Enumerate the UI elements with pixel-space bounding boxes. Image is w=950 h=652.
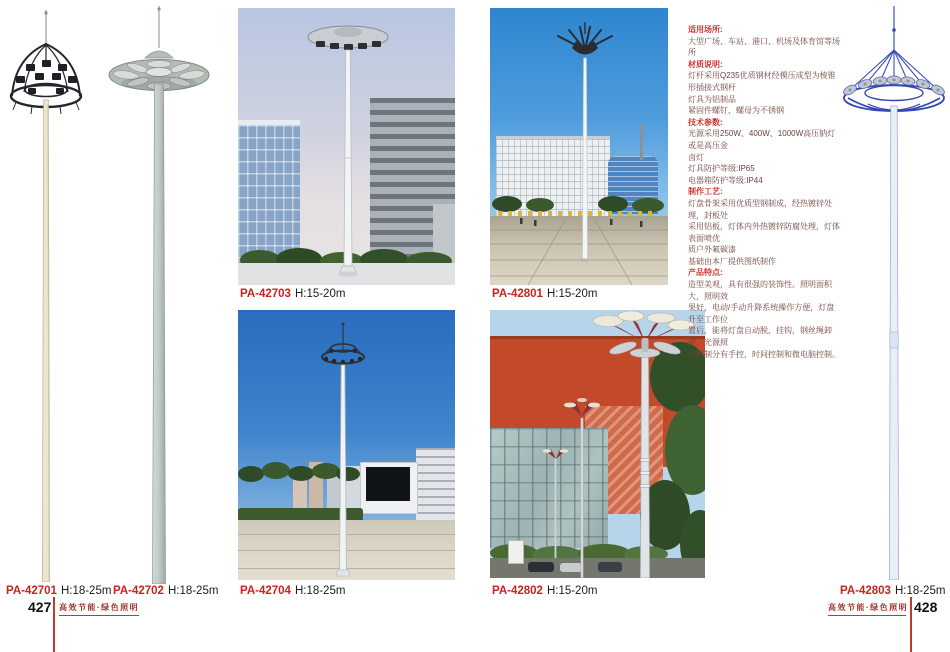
height-spec: H:18-25m — [894, 585, 946, 597]
product-label-pa42802 — [492, 585, 597, 598]
photo-pa42801 — [490, 8, 668, 285]
height-spec: H:15-20m — [546, 288, 598, 300]
info-line: 紧固件螺钉、螺母为不锈钢 — [688, 106, 784, 116]
info-line: 质户外氟碳漆 — [688, 245, 736, 255]
highmast-pole-disc — [238, 8, 455, 285]
highmast-pole-crown — [490, 8, 668, 285]
product-label-pa42701 — [6, 585, 111, 598]
pole-drawing-pa42803 — [838, 2, 950, 580]
info-line: 卤灯 — [688, 152, 704, 162]
photo-pa42802 — [490, 310, 705, 578]
info-panel — [688, 24, 840, 360]
info-line: 灯具为铝制品 — [688, 94, 736, 104]
product-label-pa42801 — [492, 288, 597, 301]
height-spec: H:15-20m — [294, 288, 346, 300]
model-number: PA-42704 — [240, 585, 291, 597]
product-label-pa42704 — [240, 585, 345, 598]
info-line: 灯盘骨架采用优质型钢制成，经热镀锌处理，封板处 — [688, 198, 832, 220]
highmast-pole-cage — [238, 310, 455, 580]
model-number: PA-42703 — [240, 288, 291, 300]
model-number: PA-42801 — [492, 288, 543, 300]
pole-drawing-pa42701 — [2, 4, 90, 582]
info-line: 果好，电动/手动升降系统操作方便，灯盘升至工作位 — [688, 303, 835, 324]
info-section-heading: 制作工艺: — [688, 187, 723, 197]
trumpet-lamp-poles — [490, 310, 705, 578]
pole-drawing-pa42702 — [104, 2, 214, 584]
info-line: 灯杆采用Q235优质钢材经模压成型为棱锥形插接式钢杆 — [688, 71, 836, 92]
product-label-pa42702 — [113, 585, 218, 598]
product-label-pa42703 — [240, 288, 345, 301]
model-number: PA-42803 — [840, 585, 891, 597]
product-label-pa42803 — [840, 585, 945, 598]
page-number-left: 427 — [28, 599, 52, 615]
height-spec: H:18-25m — [167, 585, 219, 597]
footer-slogan-right: 高效节能·绿色照明 — [828, 602, 906, 616]
height-spec: H:18-25m — [60, 585, 112, 597]
info-line: 置后，能将灯盘自动脱、挂钩，钢丝绳卸荷，光源照 — [688, 326, 832, 348]
page-number-right: 428 — [914, 599, 938, 615]
footer-divider-left — [53, 597, 55, 652]
info-section-heading: 适用场所: — [688, 25, 723, 34]
info-line: 基础由本厂提供图纸制作 — [688, 256, 776, 266]
info-line: 大型广场、车站、港口、机场及体育馆等场所 — [688, 36, 840, 58]
footer-divider-right — [910, 597, 912, 652]
info-line: 造型美观，具有很强的装饰性。照明面积大，照明效 — [688, 280, 832, 301]
photo-pa42704 — [238, 310, 455, 580]
info-line: 明控制分有手控，时间控制和微电脑控制。 — [688, 349, 840, 359]
footer-slogan-left: 高效节能·绿色照明 — [59, 602, 139, 616]
photo-pa42703 — [238, 8, 455, 285]
info-section-heading: 技术参数: — [688, 117, 723, 127]
info-line: 光源采用250W、400W、1000W高压钠灯或是高压金 — [688, 129, 836, 150]
info-section-heading: 产品特点: — [688, 268, 723, 278]
model-number: PA-42802 — [492, 585, 543, 597]
height-spec: H:15-20m — [546, 585, 598, 597]
model-number: PA-42701 — [6, 585, 57, 597]
height-spec: H:18-25m — [294, 585, 346, 597]
info-line: 采用铝板，灯体内外热镀锌防腐处理，灯体表面喷优 — [688, 222, 840, 243]
info-line: 灯具防护等级:IP65 — [688, 164, 755, 174]
info-section-heading: 材质说明: — [688, 59, 723, 69]
info-line: 电器箱防护等级:IP44 — [688, 175, 763, 185]
model-number: PA-42702 — [113, 585, 164, 597]
